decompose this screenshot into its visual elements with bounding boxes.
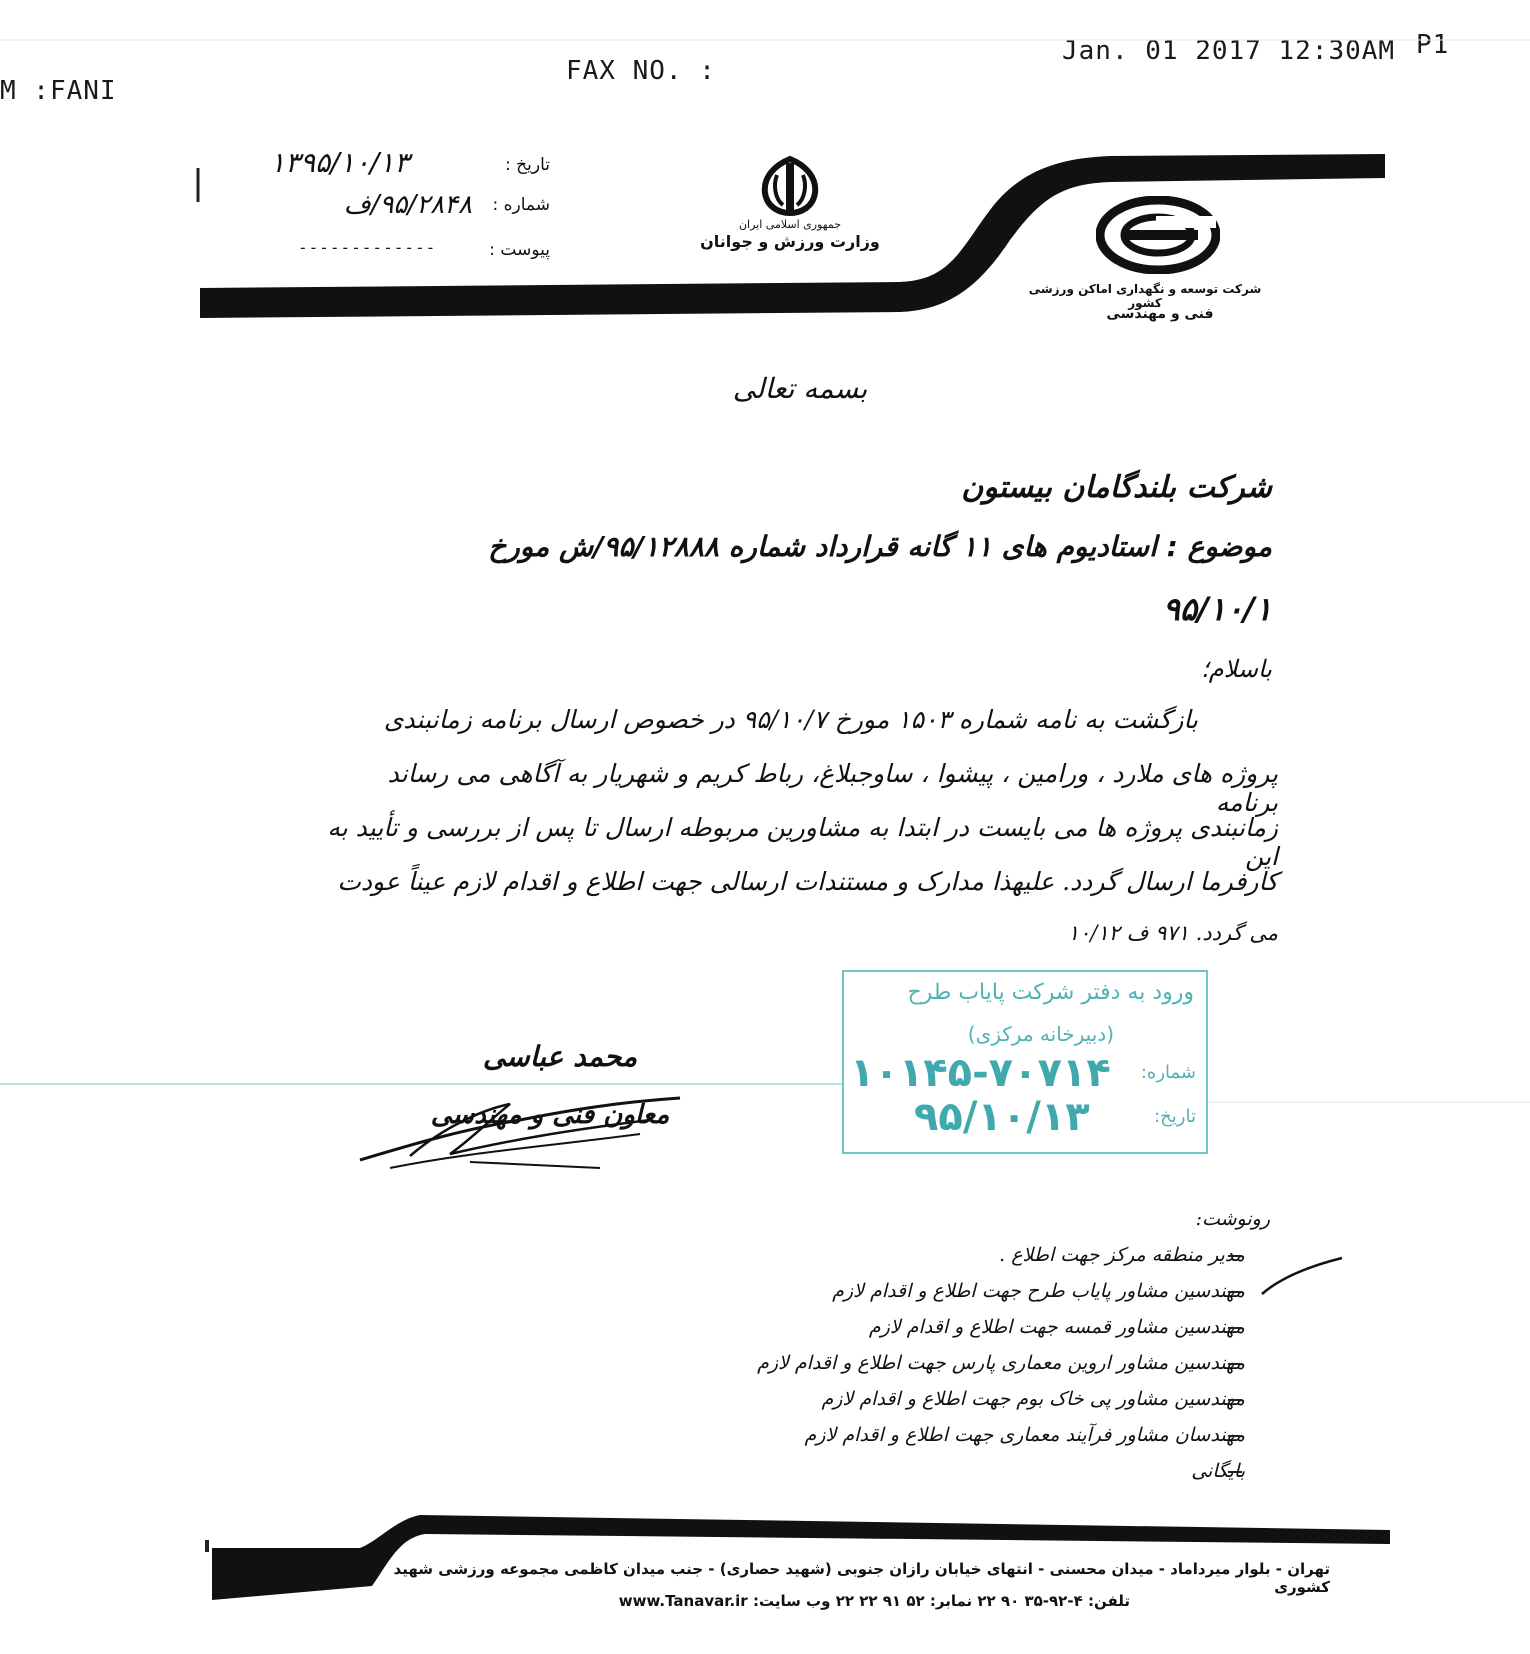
company-dept: فنی و مهندسی xyxy=(1106,306,1214,322)
cc-dashes xyxy=(1222,1244,1252,1504)
receipt-stamp xyxy=(842,970,1208,1154)
date-value: ۱۳۹۵/۱۰/۱۳ xyxy=(270,146,410,179)
cc-checkmark-scribble-icon xyxy=(1258,1250,1348,1298)
cc-item: مهندسین مشاور پایاب طرح جهت اطلاع و اقدام لازم xyxy=(832,1280,1245,1302)
body-line: پروژه های ملارد ، ورامین ، پیشوا ، ساوجبلاغ، رباط کریم و شهریار به آگاهی می رساند برنامه xyxy=(387,759,1278,817)
letter-body xyxy=(320,705,1278,975)
iran-emblem-icon xyxy=(755,155,825,217)
recipient: شرکت بلندگامان بیستون xyxy=(961,470,1272,505)
stamp-number-value: ۱۰۱۴۵-۷۰۷۱۴ xyxy=(850,1050,1111,1096)
cc-item: مهندسان مشاور فرآیند معماری جهت اطلاع و اقدام لازم xyxy=(804,1424,1245,1446)
subject-line-2: ۹۵/۱۰/۱ xyxy=(1162,590,1272,628)
date-label: تاریخ : xyxy=(505,155,550,175)
stamp-number-label: شماره: xyxy=(1140,1062,1196,1083)
stamp-title: ورود به دفتر شرکت پایاب طرح xyxy=(907,980,1194,1005)
cc-item: بایگانی xyxy=(1191,1460,1245,1482)
body-line: می گردد. ۹۷۱ ف ۱۰/۱۲ xyxy=(1067,921,1278,945)
number-label: شماره : xyxy=(492,195,550,215)
cc-item: مدیر منطقه مرکز جهت اطلاع . xyxy=(999,1244,1245,1266)
fax-number: FAX NO. : xyxy=(566,56,716,86)
fax-from: M :FANI xyxy=(0,76,117,106)
stamp-subtitle: (دبیرخانه مرکزی) xyxy=(967,1022,1114,1046)
company-name: شرکت توسعه و نگهداری اماکن ورزشی کشور xyxy=(1028,282,1262,310)
subject-line-1: موضوع : استادیوم های ۱۱ گانه قرارداد شماره ۹۵/۱۲۸۸۸/ش مورخ xyxy=(488,530,1272,563)
cc-list xyxy=(700,1244,1245,1496)
greeting: باسلام؛ xyxy=(1201,655,1272,683)
body-line: زمانبندی پروژه ها می بایست در ابتدا به مشاورین مربوطه ارسال تا پس از بررسی و تأیید به این xyxy=(327,813,1278,871)
stamp-date-label: تاریخ: xyxy=(1154,1106,1196,1127)
company-logo-icon xyxy=(1096,196,1220,274)
cc-item: مهندسین مشاور قمسه جهت اطلاع و اقدام لازم xyxy=(868,1316,1245,1338)
cc-item: مهندسین مشاور اروین معماری پارس جهت اطلاع و اقدام لازم xyxy=(757,1352,1245,1374)
stamp-date-value: ۹۵/۱۰/۱۳ xyxy=(914,1094,1090,1140)
cc-item: مهندسین مشاور پی خاک بوم جهت اطلاع و اقدام لازم xyxy=(821,1388,1245,1410)
fax-datetime: Jan. 01 2017 12:30AM xyxy=(1062,36,1396,66)
body-line: بازگشت به نامه شماره ۱۵۰۳ مورخ ۹۵/۱۰/۷ در خصوص ارسال برنامه زمانبندی xyxy=(383,705,1198,734)
signer-name: محمد عباسی xyxy=(482,1040,638,1073)
invocation: بسمه تعالی xyxy=(732,372,868,405)
signature-scribble-icon xyxy=(350,1090,730,1170)
cc-heading: رونوشت: xyxy=(1195,1208,1270,1230)
signer-title: معاون فنی و مهندسی xyxy=(430,1100,670,1130)
attachment-label: پیوست : xyxy=(489,240,550,260)
body-line: کارفرما ارسال گردد. علیهذا مدارک و مستندات ارسالی جهت اطلاع و اقدام لازم عیناً عودت xyxy=(337,867,1278,896)
fax-page: P1 xyxy=(1416,30,1450,60)
republic-text: جمهوری اسلامی ایران xyxy=(738,218,842,231)
footer-address: تهران - بلوار میرداماد - میدان محسنی - انتهای خیابان رازان جنوبی (شهید حصاری) - جنب میدان کاظمی مجموعه ورزشی شهید کشوری xyxy=(393,1560,1330,1596)
ministry-text: وزارت ورزش و جوانان xyxy=(700,232,880,251)
number-value: ۹۵/۲۸۴۸/ف xyxy=(343,190,472,220)
footer-contact: تلفن: ۴-۹۲-۳۵ ۹۰ ۲۲ نمابر: ۵۲ ۹۱ ۲۲ ۲۲ وب سایت: www.Tanavar.ir xyxy=(618,1592,1130,1610)
attachment-value: ------------- xyxy=(298,238,437,257)
